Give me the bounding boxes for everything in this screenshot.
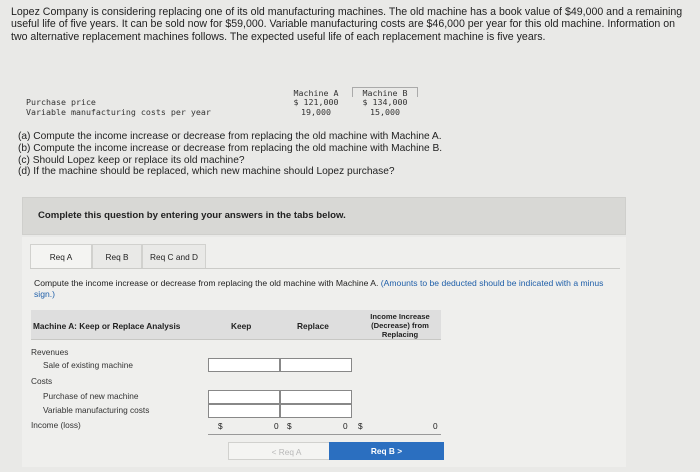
row-variable-label: Variable manufacturing costs [43, 405, 150, 415]
col-diff-header: Income Increase (Decrease) from Replacing [370, 312, 430, 339]
analysis-header-row [31, 310, 441, 340]
given-label-purchase: Purchase price [26, 97, 96, 107]
given-a-purchase: $ 121,000 [293, 97, 339, 107]
given-data-table [26, 87, 426, 123]
chevron-right-icon: > [394, 446, 403, 456]
income-replace-currency: $ [287, 421, 292, 431]
question-d: (d) If the machine should be replaced, which new machine should Lopez purchase? [18, 166, 395, 178]
purchase-replace-input[interactable] [280, 390, 352, 404]
given-header-machine-a: Machine A [293, 88, 339, 98]
given-header-machine-b: Machine B [352, 87, 418, 97]
problem-intro: Lopez Company is considering replacing one of its old manufacturing machines. The old machine has a book value of $49,000 and a remaining useful life of five years. It can be sold now for $59,000. Variable manufacturing costs are $46,000 per year for this old machine. Information on two alternative replacement machines follows. The expected useful life of each replacement machine is five years. [11, 6, 683, 43]
income-double-rule [208, 434, 441, 435]
tab-bar [30, 244, 206, 268]
variable-replace-input[interactable] [280, 404, 352, 418]
complete-prompt: Complete this question by entering your answers in the tabs below. [22, 197, 626, 235]
income-replace-value: 0 [343, 421, 348, 431]
tab-req-c-and-d[interactable]: Req C and D [142, 244, 206, 268]
instruction-text: Compute the income increase or decrease from replacing the old machine with Machine A. (Amounts to be deducted should be indicated with a minus sign.) [34, 278, 604, 299]
row-sale-label: Sale of existing machine [43, 360, 133, 370]
answer-panel [22, 237, 626, 467]
question-c: (c) Should Lopez keep or replace its old machine? [18, 154, 245, 166]
income-keep-currency: $ [218, 421, 223, 431]
sale-replace-input[interactable] [280, 358, 352, 372]
sale-keep-input[interactable] [208, 358, 280, 372]
analysis-title: Machine A: Keep or Replace Analysis [33, 321, 181, 331]
given-b-purchase: $ 134,000 [362, 97, 408, 107]
analysis-table [31, 310, 451, 436]
tab-req-a[interactable]: Req A [30, 244, 92, 268]
income-diff-value: 0 [433, 421, 438, 431]
given-b-variable: 15,000 [370, 107, 400, 117]
col-replace-header: Replace [297, 321, 329, 331]
row-income-label: Income (loss) [31, 420, 81, 430]
given-a-variable: 19,000 [301, 107, 331, 117]
row-costs-label: Costs [31, 376, 53, 386]
next-req-button[interactable]: Req B > [329, 442, 444, 460]
question-b: (b) Compute the income increase or decrease from replacing the old machine with Machine B. [18, 142, 443, 154]
col-keep-header: Keep [231, 321, 252, 331]
question-a: (a) Compute the income increase or decrease from replacing the old machine with Machine A. [18, 131, 442, 142]
question-list [18, 131, 518, 178]
income-diff-currency: $ [358, 421, 363, 431]
instruction-note: (Amounts to be deducted should be indicated with a minus sign.) [34, 278, 604, 299]
row-purchase-label: Purchase of new machine [43, 391, 139, 401]
given-label-variable: Variable manufacturing costs per year [26, 107, 211, 117]
income-keep-value: 0 [274, 421, 279, 431]
variable-keep-input[interactable] [208, 404, 280, 418]
row-revenues-label: Revenues [31, 347, 69, 357]
prev-req-button[interactable]: < Req A [228, 442, 345, 460]
tab-req-b[interactable]: Req B [92, 244, 142, 268]
purchase-keep-input[interactable] [208, 390, 280, 404]
chevron-left-icon: < [271, 447, 279, 457]
tab-divider [30, 268, 620, 269]
